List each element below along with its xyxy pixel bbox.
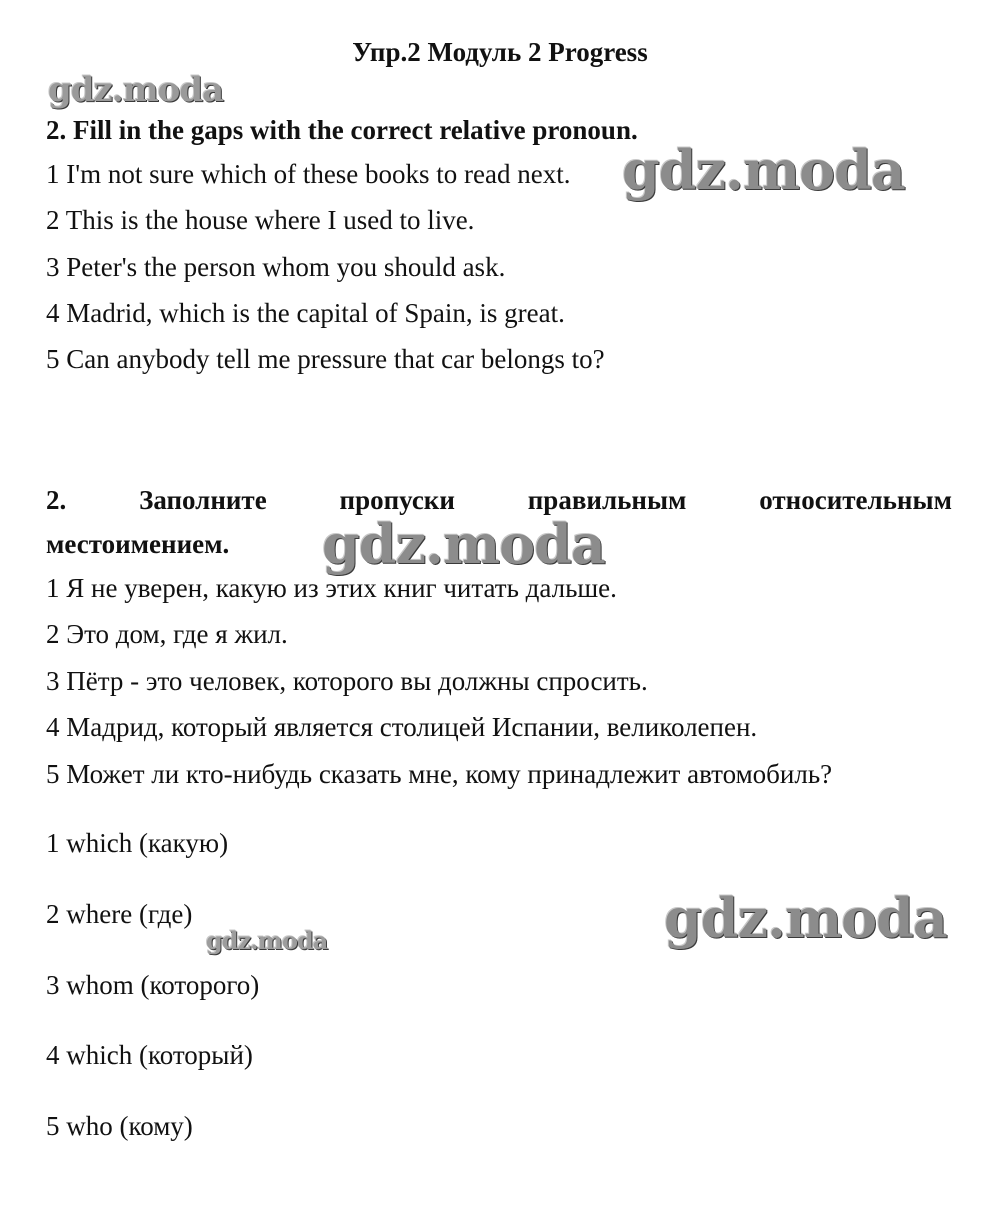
english-task-heading: 2. Fill in the gaps with the correct relative pronoun. (46, 115, 638, 145)
heading-line-2: местоимением. (46, 529, 230, 559)
russian-item: 1 Я не уверен, какую из этих книг читать дальше. (46, 573, 617, 603)
answer-item: 4 which (который) (46, 1040, 253, 1070)
page-title: Упр.2 Модуль 2 Progress (352, 37, 648, 67)
english-item: 1 I'm not sure which of these books to read next. (46, 159, 571, 189)
english-item: 5 Can anybody tell me pressure that car belongs to? (46, 344, 605, 374)
russian-item: 4 Мадрид, который является столицей Испании, великолепен. (46, 712, 758, 742)
heading-word: относительным (759, 485, 952, 515)
russian-task-heading (46, 478, 952, 566)
answer-item: 5 who (кому) (46, 1111, 193, 1141)
heading-word: 2. (46, 485, 67, 515)
heading-word: пропуски (339, 485, 455, 515)
english-item: 4 Madrid, which is the capital of Spain, is great. (46, 298, 565, 328)
heading-word: правильным (527, 485, 687, 515)
answer-item: 2 where (где) (46, 899, 193, 929)
answer-item: 1 which (какую) (46, 828, 229, 858)
russian-item: 3 Пётр - это человек, которого вы должны спросить. (46, 666, 648, 696)
answer-item: 3 whom (которого) (46, 970, 260, 1000)
english-item: 3 Peter's the person whom you should ask. (46, 252, 506, 282)
watermark-logo: gdz.moda (206, 926, 328, 955)
russian-item: 2 Это дом, где я жил. (46, 619, 288, 649)
watermark-logo: gdz.moda (664, 886, 947, 950)
heading-word: Заполните (139, 485, 267, 515)
english-item: 2 This is the house where I used to live. (46, 205, 475, 235)
russian-item: 5 Может ли кто-нибудь сказать мне, кому принадлежит автомобиль? (46, 759, 833, 789)
watermark-logo: gdz.moda (48, 70, 224, 110)
watermark-logo: gdz.moda (322, 512, 605, 576)
watermark-logo: gdz.moda (622, 138, 905, 202)
